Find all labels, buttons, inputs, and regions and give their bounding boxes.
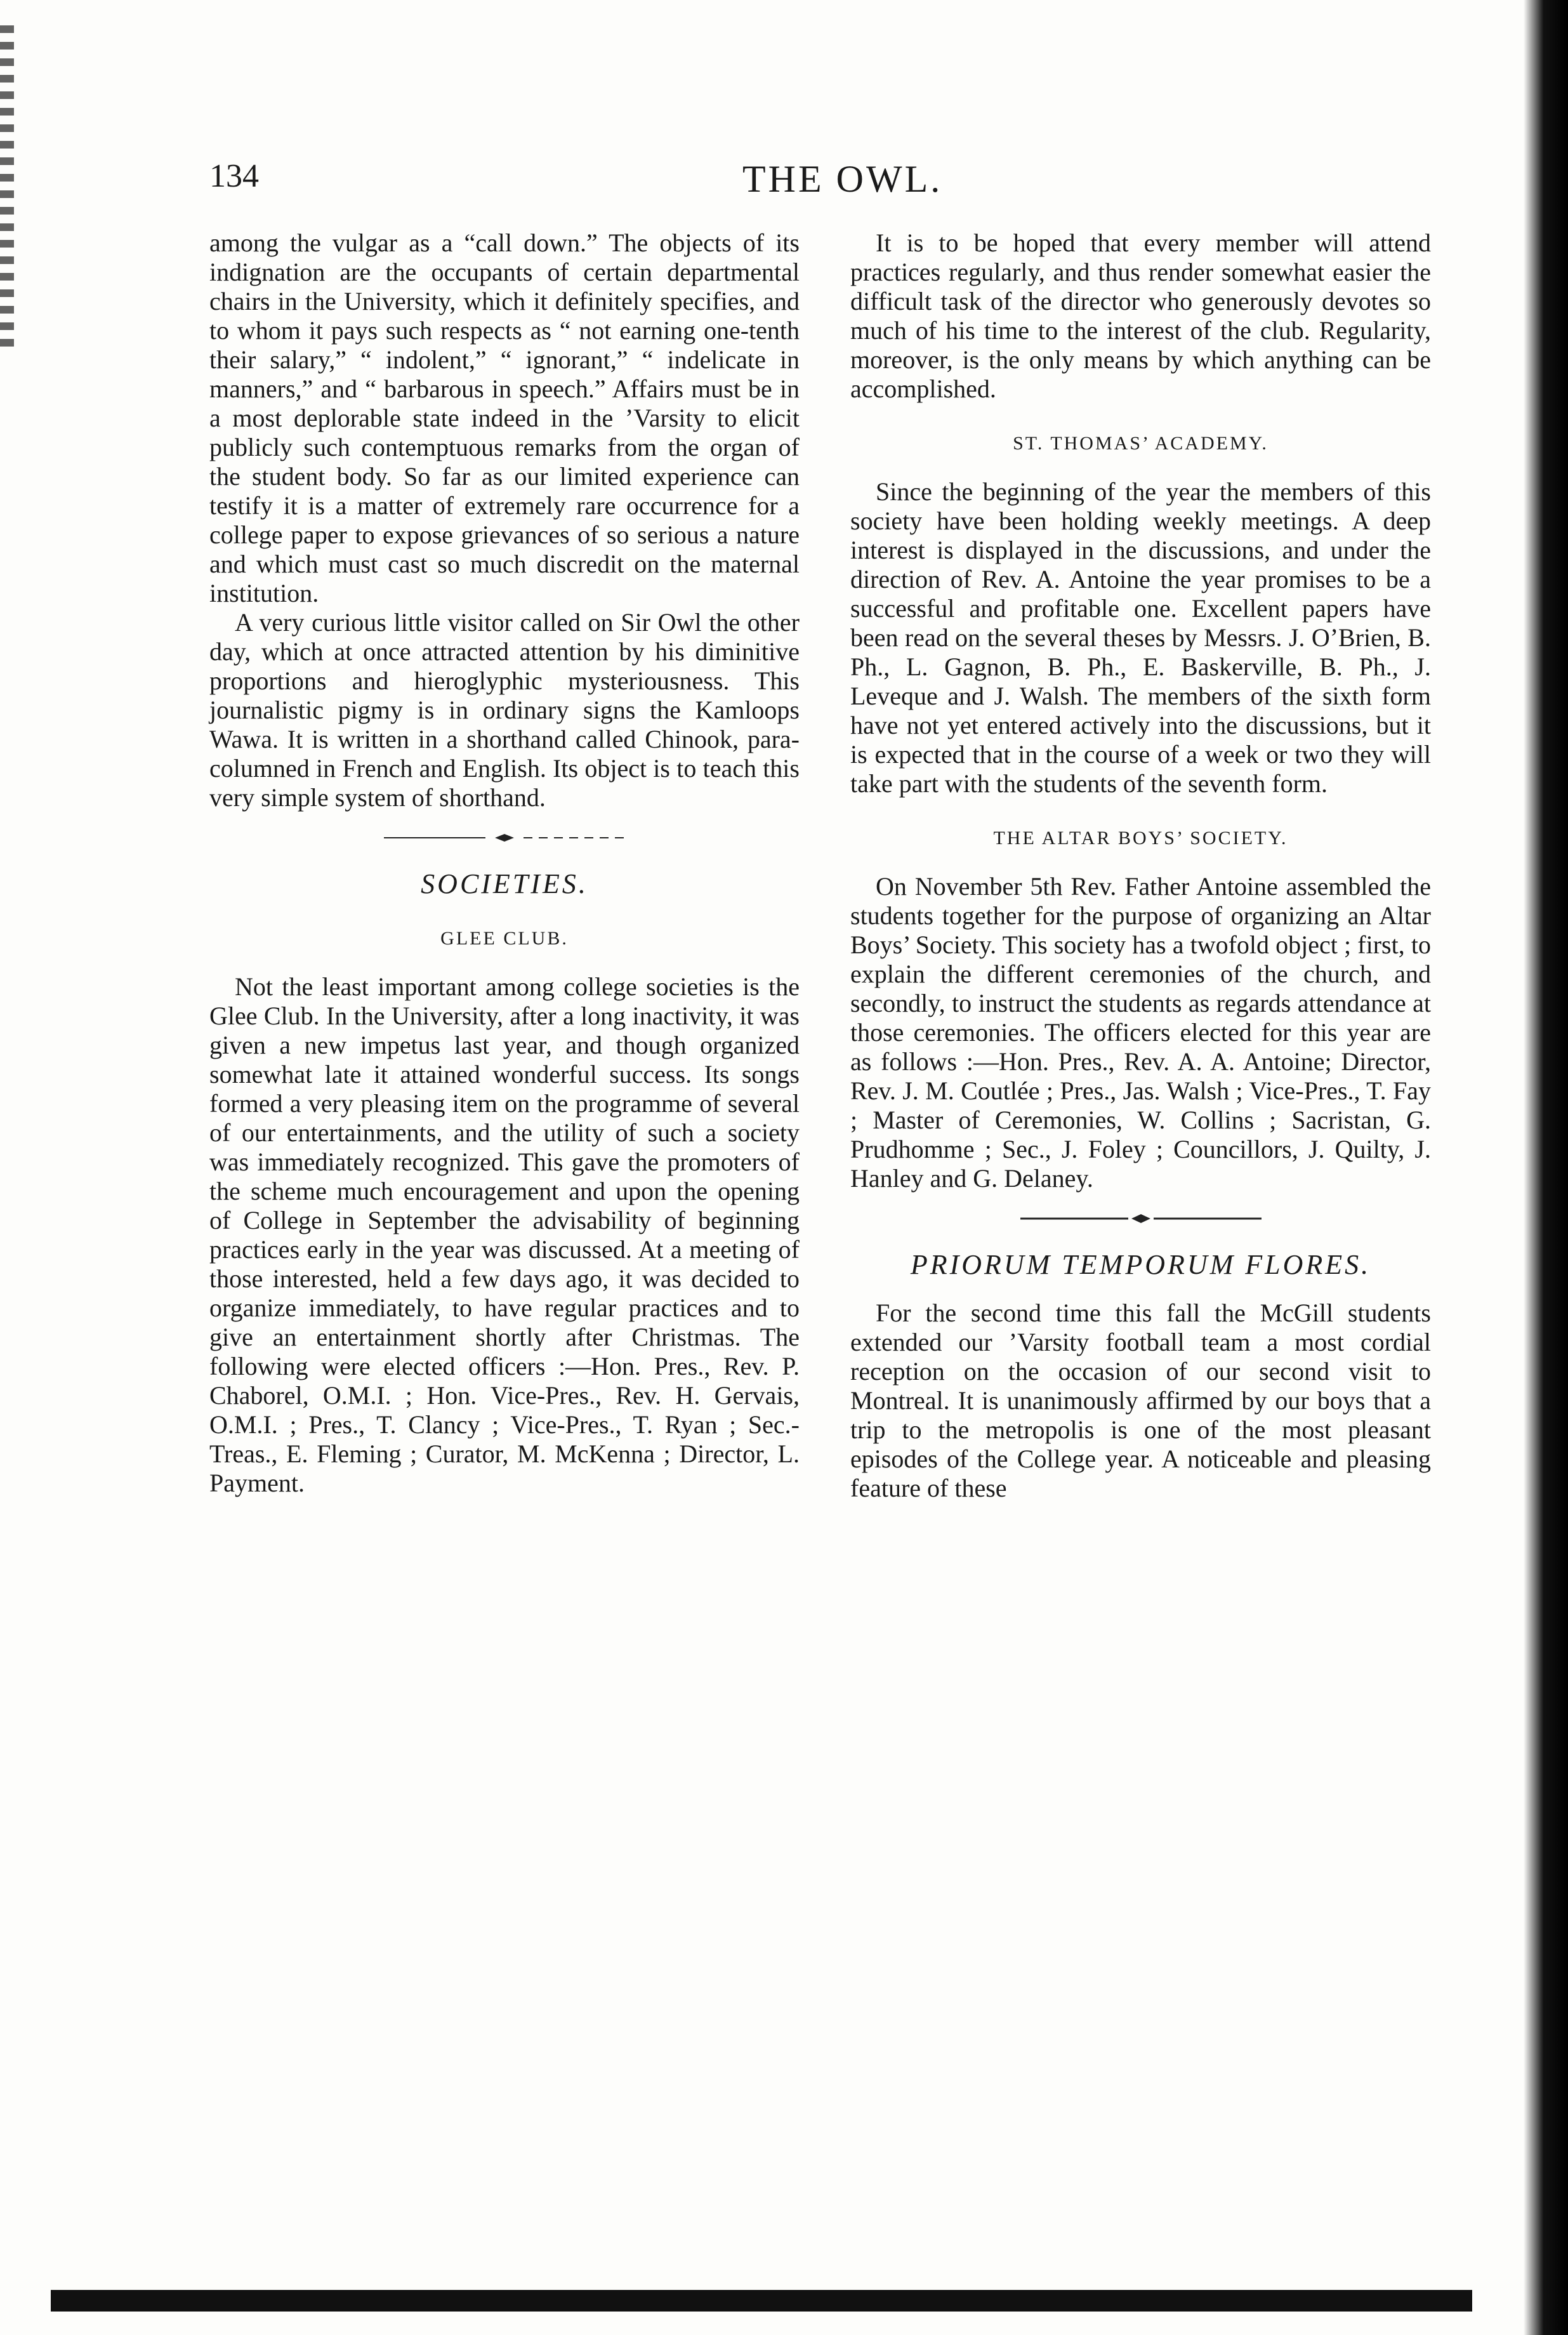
priorum-heading: PRIORUM TEMPORUM FLORES. <box>910 1249 1371 1280</box>
right-column <box>850 228 1431 1503</box>
left-paragraph-2: A very curious little visitor called on Sir Owl the other day, which at once attracted attention by his diminitive proportions and hieroglyphic mysteriousness. This journalistic pigmy is in ordinary signs the Kamloops Wawa. It is written in a shorthand called Chinook, para-columned in French and English. Its object is to teach this very simple system of shorthand. <box>209 608 800 812</box>
academy-heading: ST. THOMAS’ ACADEMY. <box>1013 433 1268 454</box>
page-header <box>209 157 1364 208</box>
scan-bottom-bar <box>51 2290 1472 2312</box>
page-edge-shadow <box>1524 0 1568 2335</box>
societies-heading: SOCIETIES. <box>421 868 588 899</box>
left-paragraph-3: Not the least important among college societies is the Glee Club. In the University, after a long inactivity, it was given a new impetus last year, and though organized somewhat late it attained wonderful success. Its songs formed a very pleasing item on the programme of several of our entertainments, and the utility of such a society was immediately recognized. This gave the promoters of the scheme much encouragement and upon the opening of College in September the advisability of beginning practices early in the year was discussed. At a meeting of those interested, held a few days ago, it was decided to organize immediately, to have regular practices and to give an entertainment shortly after Christmas. The following were elected officers :—Hon. Pres., Rev. P. Chaborel, O.M.I. ; Hon. Vice-Pres., Rev. H. Gervais, O.M.I. ; Pres., T. Clancy ; Vice-Pres., T. Ryan ; Sec.-Treas., E. Fleming ; Curator, M. McKenna ; Director, L. Payment. <box>209 972 800 1497</box>
binding-marks <box>0 25 14 355</box>
ornamental-rule-2-icon <box>1020 1212 1262 1225</box>
left-column <box>209 228 800 1498</box>
left-paragraph-1: among the vulgar as a “call down.” The objects of its indignation are the occupants of certain departmental chairs in the University, which it definitely specifies, and to whom it pays such respects as “ not earning one-tenth their salary,” “ indolent,” “ ignorant,” “ indelicate in manners,” and “ barbarous in speech.” Affairs must be in a most deplorable state indeed in the ’Varsity to elicit publicly such contemptuous remarks from the organ of the student body. So far as our limited experience can testify it is a matter of extremely rare occurrence for a college paper to expose grievances of so serious a nature and which must cast so much discredit on the maternal institution. <box>209 228 800 607</box>
right-paragraph-2: Since the beginning of the year the members of this society have been holding weekly meetings. A deep interest is displayed in the discussions, and under the direction of Rev. A. Antoine the year promises to be a successful and profitable one. Excellent papers have been read on the several theses by Messrs. J. O’Brien, B. Ph., L. Gagnon, B. Ph., E. Baskerville, B. Ph., J. Leveque and J. Walsh. The members of the sixth form have not yet entered actively into the discussions, but it is expected that in the course of a week or two they will take part with the students of the seventh form. <box>850 477 1431 798</box>
running-title: THE OWL. <box>742 158 943 200</box>
page-number: 134 <box>209 158 259 194</box>
glee-club-heading: GLEE CLUB. <box>440 928 569 949</box>
right-paragraph-1: It is to be hoped that every member will attend practices regularly, and thus render somewhat easier the difficult task of the director who generously devotes so much of his time to the interest of the club. Regularity, moreover, is the only means by which anything can be accomplished. <box>850 228 1431 403</box>
altar-boys-heading: THE ALTAR BOYS’ SOCIETY. <box>993 828 1288 849</box>
right-paragraph-4: For the second time this fall the McGill students extended our ’Varsity football team a most cordial reception on the occasion of our second visit to Montreal. It is unanimously affirmed by our boys that a trip to the metropolis is one of the most pleasant episodes of the College year. A noticeable and pleasing feature of these <box>850 1299 1431 1502</box>
ornamental-rule-icon <box>384 831 625 844</box>
ornamental-rule-2 <box>1020 1212 1262 1225</box>
ornamental-rule <box>384 831 625 844</box>
right-paragraph-3: On November 5th Rev. Father Antoine assembled the students together for the purpose of organizing an Altar Boys’ Society. This society has a twofold object ; first, to explain the different ceremonies of the church, and secondly, to instruct the students as regards attendance at those ceremonies. The officers elected for this year are as follows :—Hon. Pres., Rev. A. A. Antoine; Director, Rev. J. M. Coutlée ; Pres., Jas. Walsh ; Vice-Pres., T. Fay ; Master of Ceremonies, W. Collins ; Sacristan, G. Prudhomme ; Sec., J. Foley ; Councillors, J. Quilty, J. Hanley and G. Delaney. <box>850 872 1431 1193</box>
